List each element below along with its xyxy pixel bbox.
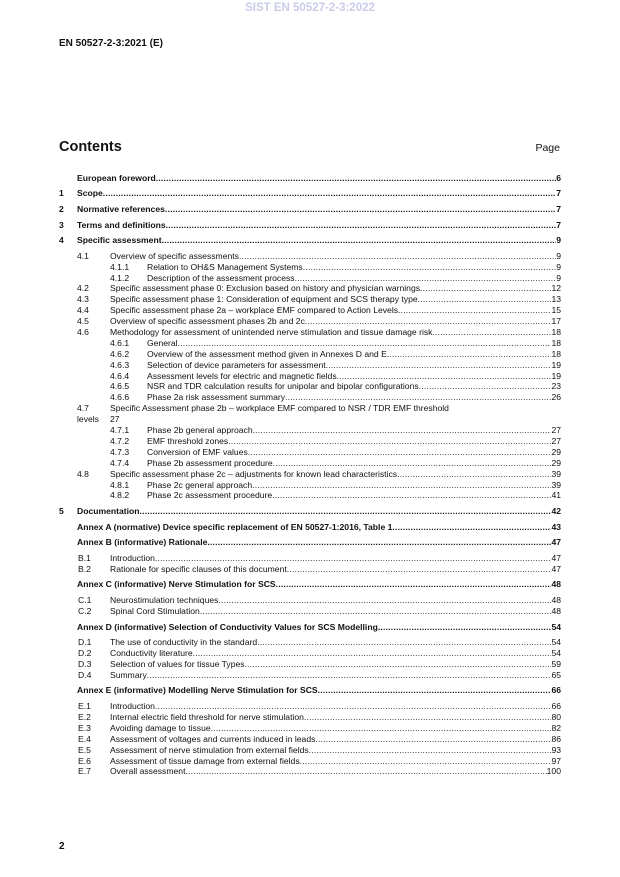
dot-leader [287,564,552,574]
toc-entry-number: C.1 [78,595,92,605]
toc-entry[interactable] [59,503,561,519]
toc-entry-number: E.2 [78,711,91,722]
toc-entry-continuation[interactable] [59,414,561,425]
toc-entry-title: Annex A (normative) Device specific replacement of EN 50527-1:2016, Table 1 [77,521,393,532]
toc-entry[interactable] [59,659,561,670]
dot-leader [103,188,556,198]
toc-entry-number: 4.7.4 [110,457,130,468]
toc-entry-page: 19 [551,359,561,370]
toc-entry-title: Specific assessment phase 2c – adjustments for known lead characteristics [110,468,398,479]
dot-leader [155,553,552,563]
toc-entry-number: 4.8.2 [110,490,130,501]
toc-entry[interactable] [59,519,561,535]
toc-entry-number: E.5 [78,744,91,755]
toc-entry-number: 4.4 [77,305,89,316]
dot-leader [432,327,551,337]
toc-entry-page: 15 [551,305,561,316]
toc-entry-title: Phase 2a risk assessment summary [147,392,286,403]
toc-entry-page: 7 [556,219,561,230]
toc-entry[interactable] [59,337,561,348]
toc-entry-title: Phase 2b general approach [147,425,253,436]
toc-entry-page: 18 [551,348,561,359]
toc-entry-title: Rationale for specific clauses of this document [110,563,287,574]
toc-entry-page: 42 [551,506,561,517]
toc-entry-page: 39 [551,468,561,479]
dot-leader [303,262,557,272]
toc-entry[interactable] [59,563,561,574]
dot-leader [273,458,552,468]
toc-entry-title: Assessment levels for electric and magnetic fields [147,370,337,381]
toc-entry-page: 54 [551,637,561,648]
toc-entry[interactable] [59,733,561,744]
toc-entry-page: 47 [551,552,561,563]
toc-entry-title: Specific assessment phase 0: Exclusion based on history and physician warnings [110,283,421,294]
toc-entry[interactable] [59,479,561,490]
toc-entry-page: 6 [556,172,561,183]
toc-entry-page: 48 [551,605,561,616]
dot-leader [185,766,546,776]
dot-leader [162,235,557,245]
toc-entry-title: Spinal Cord Stimulation [110,605,200,616]
toc-entry[interactable] [59,403,561,414]
dot-leader [156,173,556,183]
toc-entry-page: 82 [551,722,561,733]
toc-entry-title: Annex E (informative) Modelling Nerve Stimulation for SCS [77,685,318,696]
toc-entry-page: 23 [551,381,561,392]
page-number: 2 [59,841,65,852]
toc-entry[interactable] [59,261,561,272]
dot-leader [207,537,551,547]
dot-leader [193,648,552,658]
toc-entry[interactable] [59,669,561,680]
dot-leader [272,490,551,500]
toc-entry-title: Overall assessment [110,766,186,777]
toc-entry-number: 4.6.2 [110,348,130,359]
toc-entry-number: 4.6.5 [110,381,130,392]
toc-entry-title: General [147,337,178,348]
toc-entry[interactable] [59,381,561,392]
toc-entry[interactable] [59,722,561,733]
dot-leader [315,734,551,744]
toc-entry[interactable] [59,201,561,217]
toc-entry[interactable] [59,425,561,436]
toc-entry-title: The use of conductivity in the standard [110,637,258,648]
dot-leader [147,670,552,680]
toc-entry-page: 86 [551,733,561,744]
dot-leader [285,392,551,402]
toc-entry-page: 26 [551,392,561,403]
toc-entry[interactable] [59,272,561,283]
toc-entry-page: 12 [551,283,561,294]
toc-entry[interactable] [59,232,561,248]
dot-leader [305,316,552,326]
toc-entry[interactable] [59,186,561,202]
toc-entry-page: 29 [551,457,561,468]
toc-entry-title: Avoiding damage to tissue [110,722,211,733]
toc-entry-page: 41 [551,490,561,501]
toc-subsection-group [59,248,561,503]
toc-entry-page: 65 [551,669,561,680]
toc-entry[interactable] [59,359,561,370]
toc-entry[interactable] [59,490,561,501]
toc-entry-title: Specific assessment phase 1: Consideration of equipment and SCS therapy type [110,294,418,305]
toc-entry-number: 5 [59,506,64,517]
toc-entry-number: 4.8.1 [110,479,130,490]
toc-entry-title: Phase 2c assessment procedure [147,490,273,501]
toc-entry-title: Phase 2b assessment procedure [147,457,273,468]
toc-entry[interactable] [59,701,561,712]
toc-entry-number: 4 [59,235,64,246]
toc-entry-number: D.2 [78,648,92,659]
watermark: SIST EN 50527-2-3:2022 [245,2,375,14]
toc-entry[interactable] [59,619,561,635]
dot-leader [200,606,552,616]
toc-entry-title: Overview of specific assessments [110,250,239,261]
toc-entry-number: E.3 [78,722,91,733]
toc-entry-title: Internal electric field threshold for nerve stimulation [110,711,304,722]
dot-leader [248,447,552,457]
toc-entry-title: Specific assessment [77,235,162,246]
toc-entry-title: Conversion of EMF values [147,446,248,457]
toc-entry[interactable] [59,755,561,766]
toc-entry-title: Summary [110,669,147,680]
dot-leader [276,579,552,589]
toc-entry-page: 66 [551,685,561,696]
dot-leader [245,659,552,669]
toc-entry[interactable] [59,294,561,305]
toc-entry[interactable] [59,712,561,723]
dot-leader [252,480,551,490]
dot-leader [418,294,552,304]
dot-leader [253,425,552,435]
toc-entry[interactable] [59,392,561,403]
toc-entry-page: 7 [556,203,561,214]
dot-leader [309,745,552,755]
toc-entry-page: 66 [551,701,561,712]
toc-entry[interactable] [59,457,561,468]
toc-entry-number: D.4 [78,669,92,680]
toc-entry-page: 59 [551,658,561,669]
toc-entry-page: 47 [551,563,561,574]
toc-entry-page: 18 [551,337,561,348]
toc-entry[interactable] [59,766,561,777]
toc-entry[interactable] [59,468,561,479]
dot-leader [257,637,551,647]
dot-leader [218,595,551,605]
toc-subsection-group [59,592,561,619]
toc-entry[interactable] [59,370,561,381]
dot-leader [326,360,552,370]
toc-entry-page: 47 [551,537,561,548]
toc-entry-number: 4.7.1 [110,425,130,436]
toc-entry-number: B.2 [78,563,91,574]
dot-leader [211,723,552,733]
toc-entry-page: 100 [546,766,561,777]
toc-entry-number: 4.8 [77,468,89,479]
dot-leader [165,204,556,214]
toc-entry-number: 4.2 [77,283,89,294]
toc-entry[interactable] [59,534,561,550]
toc-entry[interactable] [59,648,561,659]
toc-entry-page: 80 [551,711,561,722]
toc-entry-title: Assessment of voltages and currents induced in leads [110,733,316,744]
toc-entry-number: 4.7.2 [110,435,130,446]
toc-subsection-group [59,634,561,682]
toc-entry[interactable] [59,170,561,186]
dot-leader [140,506,552,516]
toc-entry-page: 43 [551,521,561,532]
dot-leader [239,251,556,261]
toc-entry-number: 4.6.4 [110,370,130,381]
toc-entry[interactable] [59,577,561,593]
toc-entry-title: Overview of specific assessment phases 2b and 2c [110,316,305,327]
toc-entry[interactable] [59,250,561,261]
toc-entry[interactable] [59,683,561,699]
toc-entry-title: Assessment of nerve stimulation from external fields [110,744,309,755]
dot-leader [318,685,552,695]
dot-leader [304,712,552,722]
dot-leader [419,381,552,391]
toc-entry-title: Selection of device parameters for assessment [147,359,326,370]
toc-entry-page: 29 [551,446,561,457]
toc-entry-title: Description of the assessment process [147,272,295,283]
toc-entry-page: 54 [551,648,561,659]
toc-entry-title: European foreword [77,172,156,183]
toc-entry-page: 18 [551,327,561,338]
dot-leader [378,622,552,632]
toc-entry-title: Normative references [77,203,165,214]
toc-entry[interactable] [59,305,561,316]
toc-entry-title: Annex B (informative) Rationale [77,537,208,548]
toc-entry[interactable] [59,595,561,606]
toc-entry-page: 39 [551,479,561,490]
toc-entry-title: Overview of the assessment method given in Annexes D and E [147,348,387,359]
toc-entry-number: 4.6.3 [110,359,130,370]
dot-leader [178,338,552,348]
toc-entry-page: 9 [556,261,561,272]
toc-entry-page: 17 [551,316,561,327]
toc-entry-number: E.6 [78,755,91,766]
toc-entry-page: 9 [556,272,561,283]
toc-entry-number: 4.6.6 [110,392,130,403]
toc-entry[interactable] [59,552,561,563]
toc-entry[interactable] [59,637,561,648]
toc-subsection-group [59,698,561,779]
toc-entry[interactable] [59,605,561,616]
toc-entry-page: 93 [551,744,561,755]
toc-entry-number: 2 [59,203,64,214]
table-of-contents [59,170,561,779]
toc-entry-title: Neurostimulation techniques [110,595,219,605]
toc-entry-number: 4.1 [77,250,89,261]
toc-entry-title: Terms and definitions [77,219,166,230]
toc-entry-page: 97 [551,755,561,766]
toc-entry-title: Assessment of tissue damage from external fields [110,755,300,766]
toc-entry-page: 27 [110,414,120,425]
dot-leader [420,283,551,293]
toc-entry-title: Annex D (informative) Selection of Conductivity Values for SCS Modelling [77,621,378,632]
toc-entry-title: NSR and TDR calculation results for unipolar and bipolar configurations [147,381,419,392]
toc-entry-title: EMF threshold zones [147,435,229,446]
dot-leader [228,436,551,446]
toc-entry-page: 27 [551,435,561,446]
toc-entry-number: D.1 [78,637,92,648]
contents-heading: Contents [59,139,122,155]
toc-entry-title: Conductivity literature [110,648,193,659]
toc-entry-page: 48 [551,579,561,590]
dot-leader [300,756,552,766]
dot-leader [166,220,557,230]
toc-entry-page: 48 [551,595,561,605]
toc-entry-number: 4.6.1 [110,337,130,348]
toc-entry-title: Methodology for assessment of unintended nerve stimulation and tissue damage risk [110,327,433,338]
dot-leader [398,305,551,315]
dot-leader [155,701,552,711]
toc-entry-number: 1 [59,188,64,199]
dot-leader [397,469,551,479]
dot-leader [387,349,552,359]
toc-entry-number: 4.6 [77,327,89,338]
toc-entry-title: Relation to OH&S Management Systems [147,261,303,272]
toc-entry-page: 27 [551,425,561,436]
toc-subsection-group [59,550,561,577]
toc-entry-title-continuation: levels [77,414,99,425]
toc-entry-number: B.1 [78,552,91,563]
toc-entry-title: Introduction [110,552,155,563]
toc-entry-number: 3 [59,219,64,230]
toc-entry-title: Specific assessment phase 2a – workplace EMF compared to Action Levels [110,305,399,316]
toc-entry-number: 4.1.2 [110,272,130,283]
toc-entry-number: 4.7.3 [110,446,130,457]
toc-entry-page: 7 [556,188,561,199]
toc-entry-title: Scope [77,188,103,199]
toc-entry-title: Annex C (informative) Nerve Stimulation for SCS [77,579,276,590]
document-id-header: EN 50527-2-3:2021 (E) [59,38,163,49]
toc-entry-number: E.1 [78,701,91,712]
toc-entry-number: 4.3 [77,294,89,305]
toc-entry-page: 13 [551,294,561,305]
toc-entry-page: 9 [556,235,561,246]
toc-entry-number: C.2 [78,605,92,616]
toc-entry-title: Documentation [77,506,140,517]
toc-entry-title: Selection of values for tissue Types [110,658,245,669]
toc-entry[interactable] [59,744,561,755]
toc-entry[interactable] [59,316,561,327]
toc-entry-title: Phase 2c general approach [147,479,253,490]
dot-leader [337,371,552,381]
toc-entry-title: Specific Assessment phase 2b – workplace EMF compared to NSR / TDR EMF threshold [110,403,449,414]
toc-entry-number: 4.1.1 [110,261,130,272]
toc-entry[interactable] [59,446,561,457]
toc-entry-number: 4.7 [77,403,89,414]
toc-entry-number: D.3 [78,658,92,669]
toc-entry[interactable] [59,327,561,338]
dot-leader [295,273,557,283]
toc-entry[interactable] [59,217,561,233]
toc-entry-page: 9 [556,250,561,261]
toc-entry-number: E.4 [78,733,91,744]
toc-entry-page: 54 [551,621,561,632]
dot-leader [392,522,551,532]
toc-entry-number: 4.5 [77,316,89,327]
toc-entry-number: E.7 [78,766,91,777]
toc-entry[interactable] [59,436,561,447]
toc-entry[interactable] [59,283,561,294]
page-column-label: Page [535,142,560,154]
toc-entry-title: Introduction [110,701,155,712]
toc-entry[interactable] [59,348,561,359]
toc-entry-page: 19 [551,370,561,381]
